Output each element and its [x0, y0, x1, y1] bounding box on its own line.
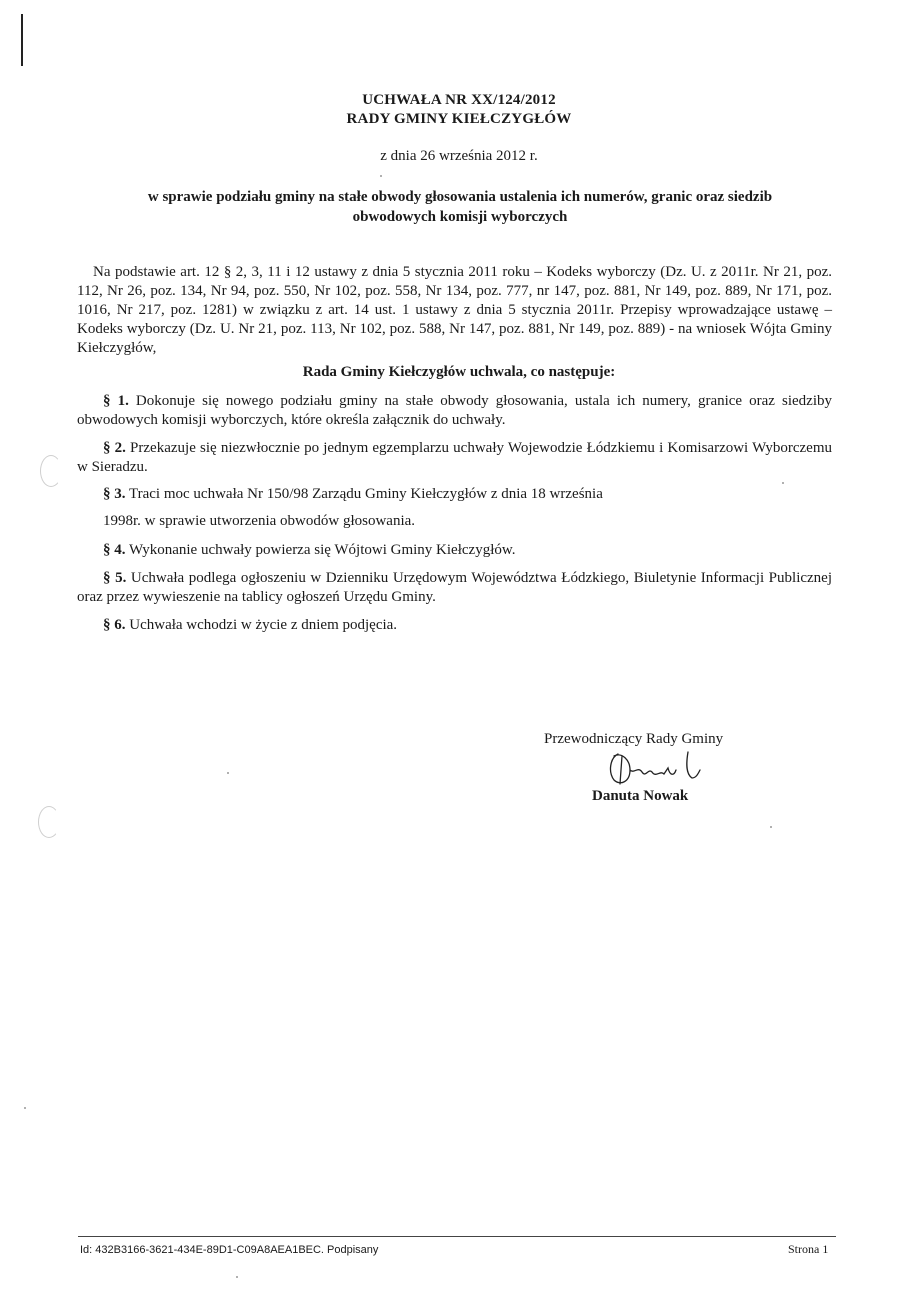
paragraph-text: Uchwała wchodzi w życie z dniem podjęcia. [125, 617, 398, 633]
paragraph-number: § 1. [103, 393, 129, 409]
document-subject: w sprawie podziału gminy na stałe obwody głosowania ustalenia ich numerów, granic oraz siedzib obwodowych komisji wyborczych [147, 189, 773, 225]
scan-speck [380, 175, 382, 177]
document-title: UCHWAŁA NR XX/124/2012 [362, 92, 556, 108]
paragraph-3-continuation: 1998r. w sprawie utworzenia obwodów głosowania. [103, 513, 416, 529]
handwritten-signature [600, 748, 710, 790]
binder-mark [21, 14, 23, 66]
document-date: z dnia 26 września 2012 r. [380, 148, 538, 164]
paragraph-text: Wykonanie uchwały powierza się Wójtowi Gminy Kiełczygłów. [125, 542, 516, 558]
scan-speck [24, 1107, 26, 1109]
footer-divider [78, 1236, 836, 1237]
preamble: Na podstawie art. 12 § 2, 3, 11 i 12 ustawy z dnia 5 stycznia 2011 roku – Kodeks wyborczy (Dz. U. z 2011r. Nr 21, poz. 112, Nr 26, poz. 134, Nr 94, poz. 550, Nr 102, poz. 558, Nr 134, poz. 777, nr 147, poz. 881, Nr 149, poz. 889, Nr 171, poz. 1016, Nr 217, poz. 1281) w związku z art. 14 ust. 1 ustawy z dnia 5 stycznia 2011r. Przepisy wprowadzające ustawę – Kodeks wyborczy (Dz. U. Nr 21, poz. 113, Nr 102, poz. 588, Nr 147, poz. 881, Nr 149, poz. 889) - na wniosek Wójta Gminy Kiełczygłów, [77, 264, 832, 356]
paragraph-text: Traci moc uchwała Nr 150/98 Zarządu Gminy Kiełczygłów z dnia 18 września [125, 486, 603, 502]
paragraph-6 [77, 616, 832, 635]
signatory-name: Danuta Nowak [592, 788, 689, 804]
document-issuer: RADY GMINY KIEŁCZYGŁÓW [346, 111, 572, 127]
scan-speck [782, 482, 784, 484]
paragraph-5 [77, 569, 832, 607]
scan-speck [227, 772, 229, 774]
paragraph-text: Uchwała podlega ogłoszeniu w Dzienniku Urzędowym Województwa Łódzkiego, Biuletynie Informacji Publicznej oraz przez wywieszenie na tablicy ogłoszeń Urzędu Gminy. [77, 570, 833, 605]
paragraph-1 [77, 392, 832, 430]
paragraph-3 [77, 485, 832, 504]
signatory-role: Przewodniczący Rady Gminy [544, 731, 724, 747]
paragraph-number: § 2. [103, 440, 126, 456]
punch-hole-mark [40, 455, 62, 487]
paragraph-number: § 6. [103, 617, 126, 633]
document-id: Id: 432B3166-3621-434E-89D1-C09A8AEA1BEC. Podpisany [80, 1244, 379, 1256]
paragraph-4 [77, 541, 832, 560]
paragraph-2 [77, 439, 832, 477]
paragraph-number: § 4. [103, 542, 126, 558]
paragraph-number: § 3. [103, 486, 126, 502]
resolution-clause: Rada Gminy Kiełczygłów uchwala, co następuje: [302, 364, 616, 380]
paragraph-text: Dokonuje się nowego podziału gminy na stałe obwody głosowania, ustala ich numery, granice oraz siedziby obwodowych komisji wyborczych, które określa załącznik do uchwały. [77, 393, 833, 428]
page-number: Strona 1 [788, 1242, 829, 1256]
paragraph-number: § 5. [103, 570, 127, 586]
paragraph-text: Przekazuje się niezwłocznie po jednym egzemplarzu uchwały Wojewodzie Łódzkiemu i Komisarzowi Wyborczemu w Sieradzu. [77, 440, 833, 475]
punch-hole-mark [38, 806, 60, 838]
scan-speck [770, 826, 772, 828]
scan-speck [236, 1276, 238, 1278]
